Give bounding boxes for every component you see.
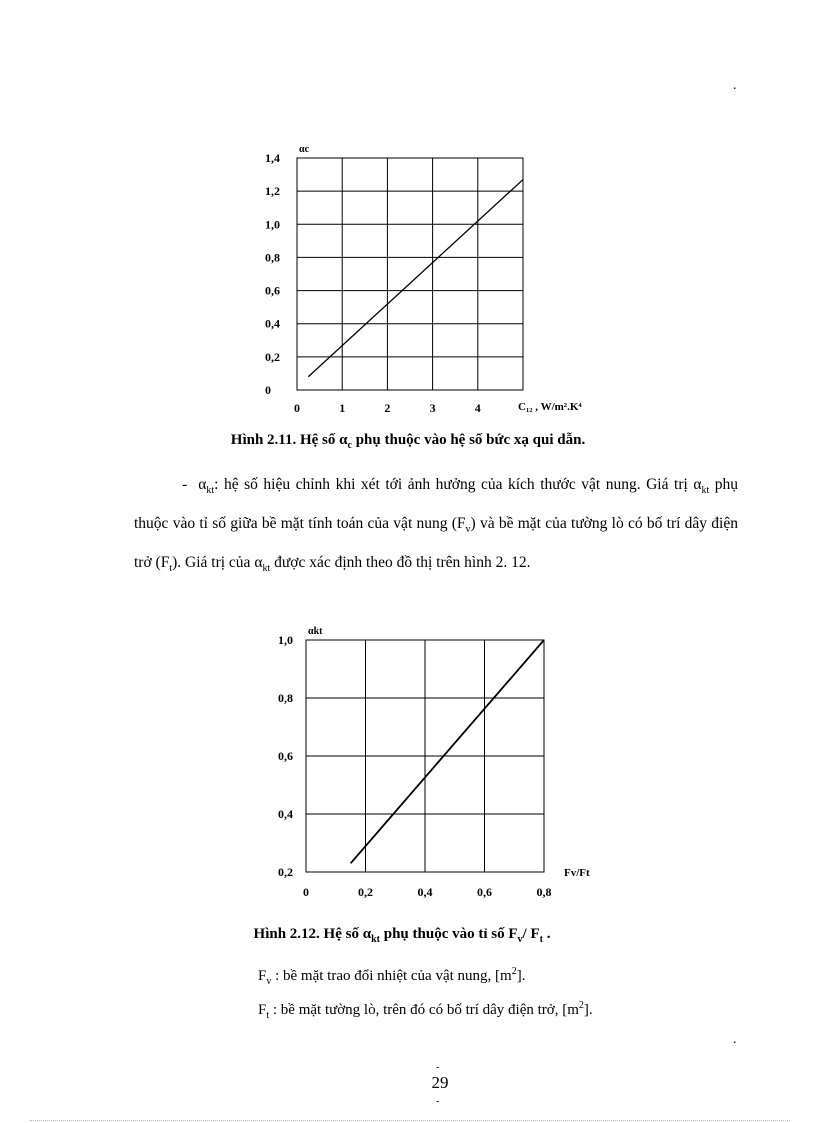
alpha-kt-symbol: α: [254, 554, 263, 572]
figure-2-11-caption: [0, 432, 816, 451]
y-axis-label: αkt: [308, 626, 323, 637]
x-tick-label: 3: [429, 401, 436, 415]
def-sub: v: [266, 976, 272, 987]
y-tick-label: 0,8: [278, 691, 293, 705]
definition-fv: [258, 960, 593, 994]
def-sup: 2: [511, 966, 517, 977]
caption-text: Hình 2.12. Hệ số: [253, 926, 363, 942]
y-tick-label: 1,4: [265, 151, 280, 165]
series-line: [351, 640, 544, 863]
alpha-kt-symbol: α: [693, 476, 702, 493]
x-tick-label: 2: [384, 401, 391, 415]
sub-t: t: [169, 563, 173, 575]
def-text: : bề mặt tường lò, trên đó có bố trí dây điện trở, [m: [269, 1002, 579, 1018]
chart-alpha-kt: [262, 618, 642, 908]
caption-symbol: α: [339, 432, 348, 448]
y-tick-label: 0,4: [265, 316, 280, 331]
y-tick-label: 1,2: [265, 184, 280, 199]
y-tick-label: 0: [265, 383, 271, 397]
x-tick-label: 0: [294, 401, 300, 415]
y-tick-label: 1,0: [278, 633, 293, 647]
x-tick-label: 0,2: [358, 885, 373, 899]
bullet: -: [182, 476, 188, 493]
para-text-2: phụ thuộc vào tỉ số giữa bề mặt tính toán của vật nung (F: [134, 476, 738, 533]
y-axis-label: αc: [299, 144, 310, 155]
y-tick-label: 0,6: [265, 283, 280, 298]
x-tick-label: 0: [303, 885, 309, 899]
corner-mark-top: .: [733, 78, 737, 93]
caption-symbol: α: [362, 926, 372, 942]
alpha-kt-sub: kt: [206, 485, 215, 497]
caption-sub-v: v: [517, 934, 523, 945]
caption-end: .: [542, 926, 551, 942]
para-text-3: ) và bề mặt của tường lò có bố trí dây điện trở (F: [134, 515, 738, 572]
page-dash-top: -: [436, 1062, 440, 1073]
def-letter: F: [258, 968, 267, 984]
x-axis-label: C₁₂ , W/m².K⁴: [518, 401, 582, 413]
def-letter: F: [258, 1002, 267, 1018]
definitions-list: [258, 960, 593, 1028]
def-text: : bề mặt trao đổi nhiệt của vật nung, [m: [271, 968, 512, 984]
bottom-rule: [30, 1120, 790, 1121]
sub-v: v: [465, 524, 471, 536]
caption-symbol-sub: kt: [371, 934, 380, 945]
x-tick-label: 0,8: [536, 885, 552, 899]
page-dash-bottom: -: [436, 1096, 440, 1107]
caption-symbol-sub: c: [347, 440, 352, 451]
page-number: 29: [431, 1073, 449, 1092]
y-tick-label: 0,6: [278, 749, 293, 763]
y-tick-label: 0,8: [265, 250, 280, 265]
para-text-5: được xác định theo đồ thị trên hình 2. 12.: [270, 554, 531, 572]
alpha-kt-symbol: α: [198, 476, 207, 493]
alpha-kt-sub: kt: [262, 563, 271, 575]
def-sup: 2: [578, 1000, 584, 1011]
x-tick-label: 0,6: [477, 885, 492, 899]
y-tick-label: 0,4: [278, 807, 293, 821]
caption-slash: / F: [522, 926, 540, 942]
alpha-kt-sub: kt: [701, 485, 710, 497]
para-text-4: ). Giá trị của: [172, 554, 255, 572]
y-tick-label: 0,2: [278, 865, 293, 879]
y-tick-label: 1,0: [265, 217, 280, 232]
figure-2-12-caption: [0, 926, 810, 945]
caption-sub-t: t: [539, 934, 543, 945]
x-tick-label: 4: [474, 401, 481, 415]
caption-text: Hình 2.11. Hệ số: [230, 432, 340, 448]
definition-ft: [258, 994, 593, 1028]
body-paragraph: [134, 468, 738, 585]
x-tick-label: 1: [339, 401, 346, 415]
chart-alpha-c: [250, 138, 650, 418]
x-axis-label: Fv/Ft: [564, 867, 590, 879]
caption-text-end: phụ thuộc vào hệ số bức xạ qui dẫn.: [351, 432, 586, 448]
def-sub: t: [266, 1010, 270, 1021]
caption-text-mid: phụ thuộc vào tỉ số F: [380, 926, 518, 942]
para-text-1: : hệ số hiệu chỉnh khi xét tới ảnh hưởng của kích thước vật nung. Giá trị: [214, 476, 694, 493]
series-line: [308, 180, 523, 377]
def-end: ].: [583, 1002, 593, 1018]
x-tick-label: 0,4: [417, 885, 433, 899]
corner-mark-bottom: .: [733, 1032, 737, 1047]
def-end: ].: [516, 968, 526, 984]
y-tick-label: 0,2: [265, 349, 280, 364]
